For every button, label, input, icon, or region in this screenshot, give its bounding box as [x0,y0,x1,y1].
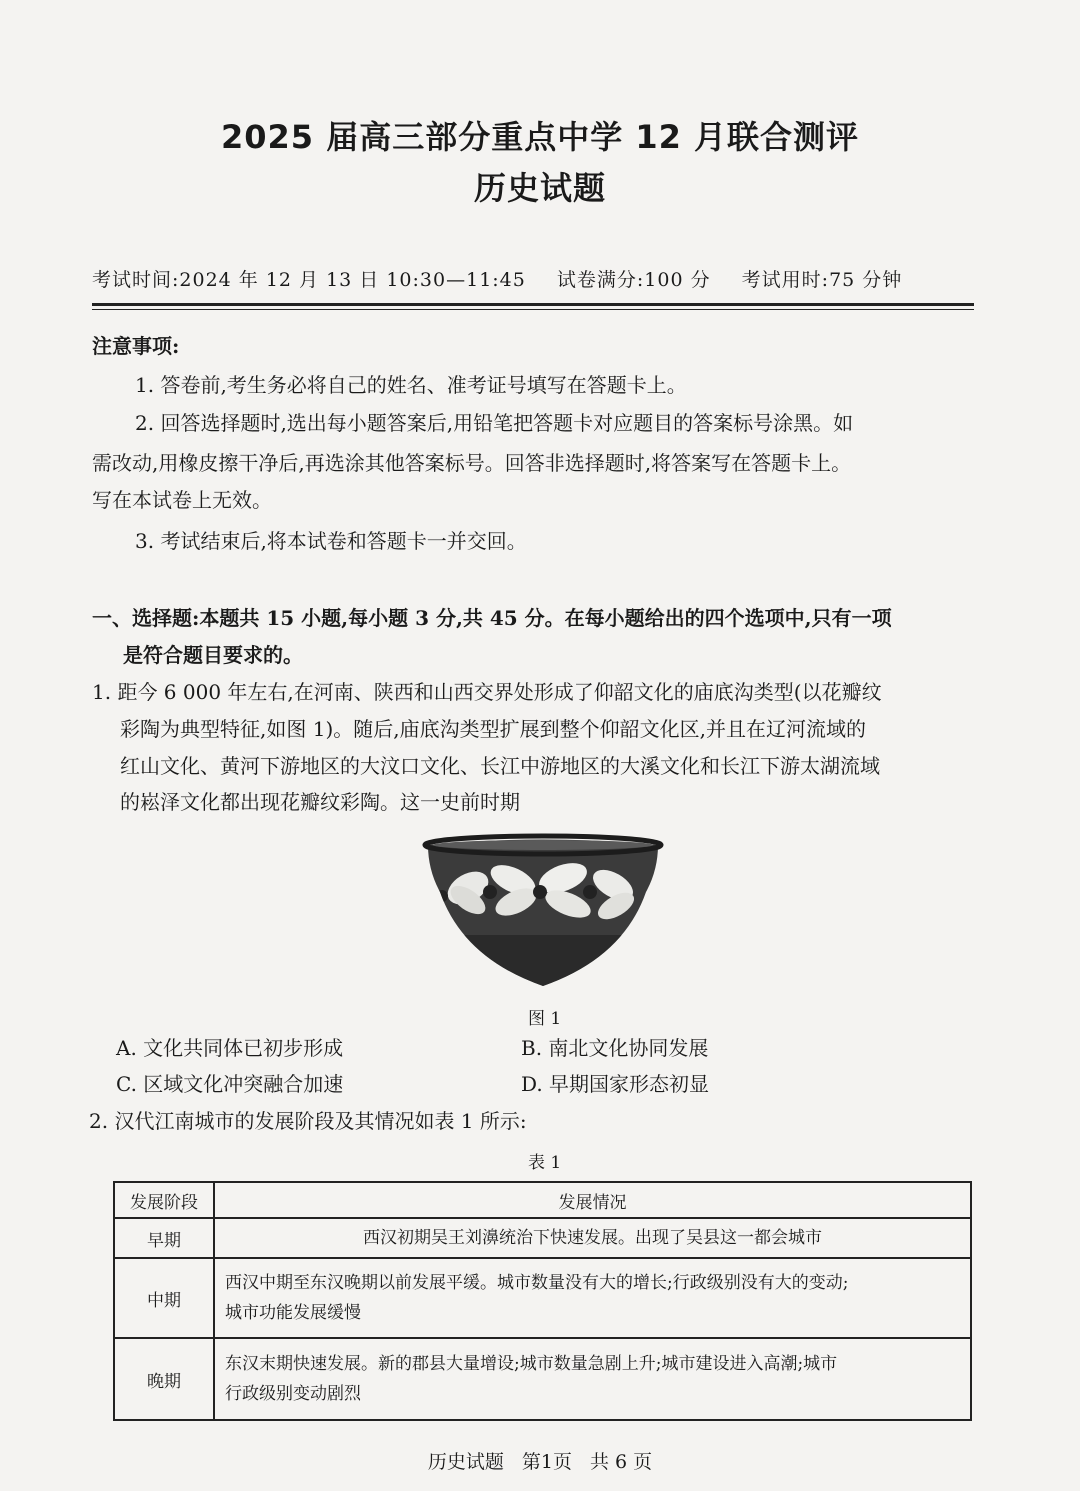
figure-caption: 图 1 [528,1009,562,1029]
q1-stem-line2: 彩陶为典型特征,如图 1)。随后,庙底沟类型扩展到整个仰韶文化区,并且在辽河流域的 [120,717,866,741]
table-row [114,1218,971,1258]
table-header-situation: 发展情况 [214,1182,971,1218]
q1-stem-line3: 红山文化、黄河下游地区的大汶口文化、长江中游地区的大溪文化和长江下游太湖流域 [120,754,880,778]
table-header-row [114,1182,971,1218]
footer-page: 第1页 [521,1451,572,1473]
table-cell-text: 西汉初期吴王刘濞统治下快速发展。出现了吴县这一都会城市 [363,1228,822,1248]
table-cell-text: 西汉中期至东汉晚期以前发展平缓。城市数量没有大的增长;行政级别没有大的变动; [225,1273,849,1293]
table-cell-situation [214,1218,971,1258]
option-c: C. 区域文化冲突融合加速 [116,1072,344,1096]
painted-pottery-bowl-image [418,830,668,992]
notes-item-3: 3. 考试结束后,将本试卷和答题卡一并交回。 [135,529,527,553]
header-rule-thick [92,303,974,306]
section-heading-cont: 是符合题目要求的。 [123,643,303,667]
table-cell-stage: 晚期 [114,1338,214,1420]
q1-stem: 1. 距今 6 000 年左右,在河南、陕西和山西交界处形成了仰韶文化的庙底沟类型(以花瓣纹 [92,680,882,704]
exam-subtitle: 历史试题 [473,169,606,207]
full-score: 试卷满分:100 分 [556,269,711,291]
footer-total: 共 6 页 [590,1451,653,1473]
notes-item-2: 2. 回答选择题时,选出每小题答案后,用铅笔把答题卡对应题目的答案标号涂黑。如 [135,411,854,435]
exam-info [92,265,926,292]
option-d: D. 早期国家形态初显 [521,1072,710,1096]
table-cell-stage: 早期 [114,1218,214,1258]
q1-stem-line4: 的崧泽文化都出现花瓣纹彩陶。这一史前时期 [120,790,520,814]
q2-stem: 2. 汉代江南城市的发展阶段及其情况如表 1 所示: [89,1109,527,1133]
notes-item-2-cont: 需改动,用橡皮擦干净后,再选涂其他答案标号。回答非选择题时,将答案写在答题卡上。 [92,451,852,475]
section-heading: 一、选择题:本题共 15 小题,每小题 3 分,共 45 分。在每小题给出的四个选项中,只有一项 [92,606,892,630]
option-a: A. 文化共同体已初步形成 [116,1036,344,1060]
exam-title: 2025 届高三部分重点中学 12 月联合测评 [220,118,860,156]
table-cell-situation [214,1338,971,1420]
table-cell-text: 东汉末期快速发展。新的郡县大量增设;城市数量急剧上升;城市建设进入高潮;城市 [225,1354,838,1374]
footer-subject: 历史试题 [427,1451,504,1473]
table-cell-text: 行政级别变动剧烈 [225,1384,361,1404]
table-header-stage: 发展阶段 [114,1182,214,1218]
exam-duration: 考试用时:75 分钟 [741,269,903,291]
table-row [114,1258,971,1338]
option-b: B. 南北文化协同发展 [521,1036,709,1060]
development-table [113,1181,972,1421]
header-rule-thin [92,309,974,310]
notes-item-1: 1. 答卷前,考生务必将自己的姓名、准考证号填写在答题卡上。 [135,373,687,397]
table-caption: 表 1 [528,1153,562,1173]
table-cell-text: 城市功能发展缓慢 [225,1303,361,1323]
notes-heading: 注意事项: [92,334,180,358]
table-cell-situation [214,1258,971,1338]
table-row [114,1338,971,1420]
notes-item-2-cont2: 写在本试卷上无效。 [92,488,272,512]
page-footer [0,1447,1080,1474]
table-cell-stage: 中期 [114,1258,214,1338]
exam-time: 考试时间:2024 年 12 月 13 日 10:30—11:45 [92,269,526,291]
